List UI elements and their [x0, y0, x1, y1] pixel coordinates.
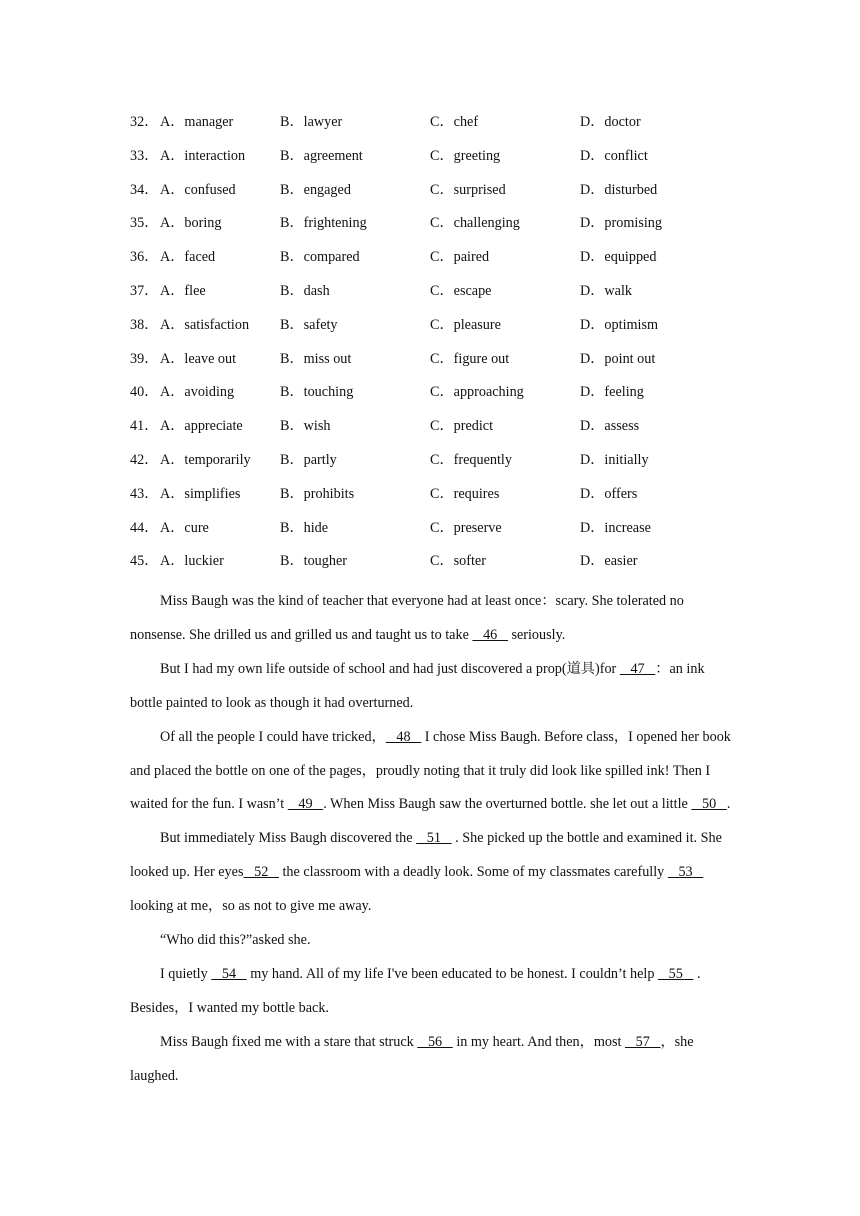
blank-51: 51: [416, 830, 452, 847]
question-row: [130, 349, 750, 383]
question-number: 38．: [130, 316, 159, 333]
question-row: [130, 551, 750, 585]
question-number: 44．: [130, 519, 159, 536]
option-b: B．hide: [280, 519, 329, 536]
option-a: A．manager: [160, 114, 234, 130]
paragraph-1: Miss Baugh was the kind of teacher that everyone had at least once：scary. She tolerated no nonsense. She drilled us and grilled us and taught us to take 46 seriously.: [130, 593, 684, 643]
option-a: A．simplifies: [160, 485, 241, 502]
option-c: C．approaching: [430, 384, 524, 401]
blank-53: 53: [667, 864, 704, 881]
option-b: B．frightening: [280, 215, 367, 232]
question-number: 39．: [130, 350, 159, 367]
option-d: D．initially: [580, 451, 649, 468]
question-row: [130, 146, 750, 180]
answer-options: [130, 112, 750, 585]
paragraph-7: Miss Baugh fixed me with a stare that struck 56 in my heart. And then，most 57 ，she laughed.: [130, 1033, 694, 1084]
cloze-passage: [130, 585, 733, 1094]
option-a: A．avoiding: [160, 384, 235, 401]
blank-55: 55: [657, 965, 694, 982]
option-c: C．preserve: [430, 519, 502, 536]
option-b: B．agreement: [280, 147, 363, 164]
question-number: 42．: [130, 451, 159, 468]
option-d: D．disturbed: [580, 181, 658, 198]
option-b: B．wish: [280, 418, 331, 435]
paragraph-5: “Who did this?”asked she.: [160, 932, 311, 949]
question-number: 33．: [130, 147, 159, 164]
option-b: B．safety: [280, 316, 338, 333]
option-d: D．easier: [580, 553, 638, 570]
blank-52: 52: [243, 864, 279, 881]
option-b: B．miss out: [280, 350, 352, 367]
blank-47: 47: [619, 660, 656, 677]
option-a: A．faced: [160, 249, 216, 266]
option-d: D．equipped: [580, 249, 657, 266]
option-b: B．engaged: [280, 181, 351, 198]
question-row: [130, 281, 750, 315]
blank-57: 57: [624, 1033, 661, 1050]
option-b: B．tougher: [280, 553, 347, 570]
option-b: B．prohibits: [280, 485, 355, 502]
option-d: D．point out: [580, 350, 656, 367]
question-number: 41．: [130, 418, 159, 435]
option-b: B．lawyer: [280, 114, 343, 130]
blank-56: 56: [417, 1033, 453, 1050]
blank-54: 54: [211, 965, 247, 982]
option-a: A．interaction: [160, 147, 246, 164]
option-a: A．satisfaction: [160, 316, 250, 333]
paragraph-6: I quietly 54 my hand. All of my life I've been educated to be honest. I couldn’t help 55 . Besides，I wanted my bottle back.: [130, 965, 701, 1016]
option-b: B．touching: [280, 384, 354, 401]
question-number: 43．: [130, 485, 159, 502]
option-a: A．luckier: [160, 553, 224, 570]
question-number: 35．: [130, 215, 159, 232]
paragraph-4: But immediately Miss Baugh discovered the 51 . She picked up the bottle and examined it. She looked up. Her eyes 52 the classroom with a deadly look. Some of my classmates carefully 53 looking at me，so as not to give me away.: [130, 830, 722, 915]
option-c: C．greeting: [430, 147, 501, 164]
option-a: A．temporarily: [160, 451, 251, 468]
option-c: C．frequently: [430, 451, 512, 468]
option-c: C．surprised: [430, 181, 506, 198]
option-d: D．assess: [580, 418, 640, 435]
paragraph-2: But I had my own life outside of school and had just discovered a prop(道具)for 47 ：an ink bottle painted to look as though it had overturned.: [130, 660, 705, 711]
option-a: A．confused: [160, 181, 236, 198]
option-d: D．feeling: [580, 384, 644, 401]
option-c: C．figure out: [430, 350, 510, 367]
question-number: 40．: [130, 384, 159, 401]
option-c: C．predict: [430, 418, 494, 435]
question-number: 36．: [130, 249, 159, 266]
option-a: A．appreciate: [160, 418, 243, 435]
question-row: [130, 416, 750, 450]
option-c: C．escape: [430, 282, 492, 299]
question-number: 32．: [130, 114, 159, 130]
question-row: [130, 484, 750, 518]
option-a: A．leave out: [160, 350, 237, 367]
blank-48: 48: [385, 728, 422, 745]
option-a: A．flee: [160, 282, 206, 299]
option-b: B．dash: [280, 282, 330, 299]
option-a: A．boring: [160, 215, 222, 232]
option-d: D．optimism: [580, 316, 659, 333]
option-c: C．paired: [430, 249, 490, 266]
option-b: B．partly: [280, 451, 337, 468]
option-c: C．softer: [430, 553, 486, 570]
question-number: 34．: [130, 181, 159, 198]
blank-46: 46: [472, 626, 508, 643]
question-row: [130, 213, 750, 247]
question-row: [130, 247, 750, 281]
question-row: [130, 382, 750, 416]
option-d: D．promising: [580, 215, 662, 232]
option-d: D．conflict: [580, 147, 648, 164]
question-row: [130, 315, 750, 349]
option-d: D．offers: [580, 485, 638, 502]
paragraph-3: Of all the people I could have tricked， 48 I chose Miss Baugh. Before class，I opened her book and placed the bottle on one of the pages，proudly noting that it truly did look like spilled ink! Then I waited for the fun. I wasn’t 49 . When Miss Baugh saw the overturned bottle. she let out a little 50 .: [130, 728, 731, 813]
option-d: D．doctor: [580, 114, 641, 130]
option-c: C．pleasure: [430, 316, 501, 333]
option-c: C．chef: [430, 114, 479, 130]
blank-49: 49: [287, 796, 324, 813]
option-d: D．increase: [580, 519, 651, 536]
question-row: [130, 450, 750, 484]
option-d: D．walk: [580, 282, 633, 299]
option-a: A．cure: [160, 519, 209, 536]
question-row: [130, 180, 750, 214]
question-number: 45．: [130, 553, 159, 570]
question-row: [130, 518, 750, 552]
question-row: [130, 112, 750, 146]
option-b: B．compared: [280, 249, 360, 266]
blank-50: 50: [691, 796, 727, 813]
option-c: C．challenging: [430, 215, 520, 232]
option-c: C．requires: [430, 485, 500, 502]
question-number: 37．: [130, 282, 159, 299]
